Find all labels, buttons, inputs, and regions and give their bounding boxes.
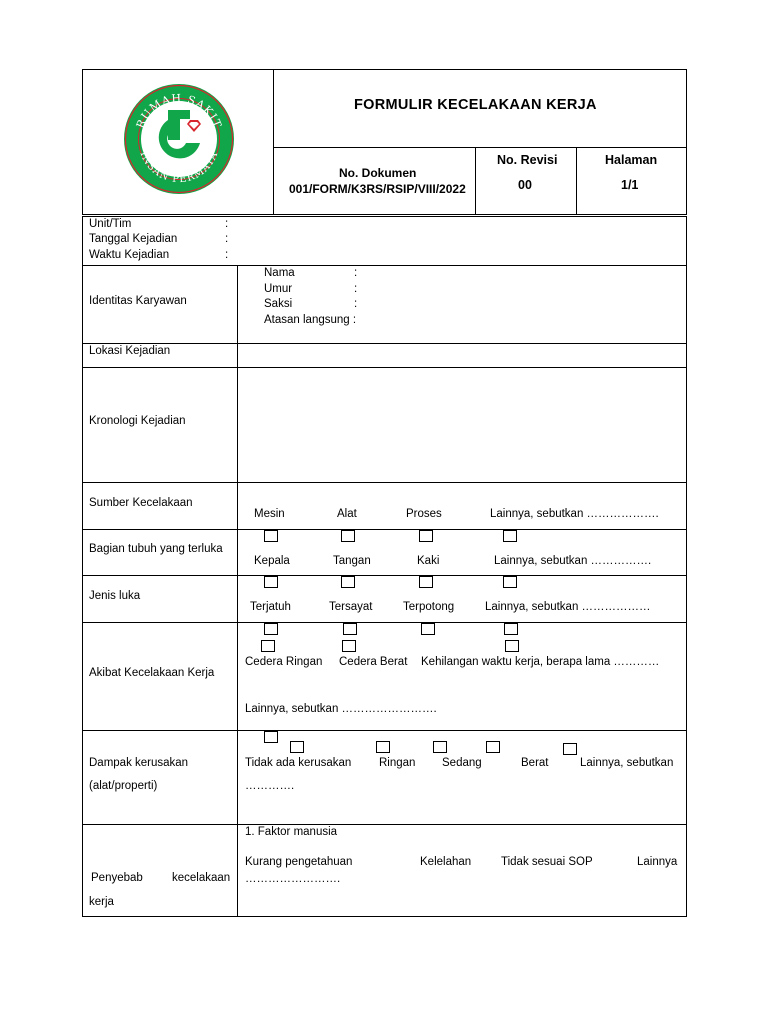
- jenis-option: Tersayat: [329, 601, 373, 613]
- dampak-checkbox[interactable]: [486, 741, 500, 753]
- divider: [82, 482, 687, 483]
- divider: [82, 367, 687, 368]
- akibat-option: Cedera Berat: [339, 656, 408, 668]
- bagian-label: Bagian tubuh yang terluka: [89, 543, 223, 555]
- dampak-option: Ringan: [379, 757, 416, 769]
- divider: [273, 69, 274, 215]
- penyebab-option: Kurang pengetahuan: [245, 856, 353, 868]
- revision-value: 00: [518, 178, 532, 192]
- tanggal-colon: :: [225, 233, 229, 245]
- penyebab-option: Tidak sesuai SOP: [501, 856, 593, 868]
- dampak-option: Lainnya, sebutkan: [580, 757, 674, 769]
- bagian-checkbox[interactable]: [503, 576, 517, 588]
- logo-bottom-text: INSAN PERMATA: [137, 149, 221, 186]
- bagian-option: Lainnya, sebutkan …………….: [494, 555, 652, 567]
- jenis-checkbox[interactable]: [264, 623, 278, 635]
- logo-top-text: RUMAH SAKIT: [133, 91, 225, 131]
- penyebab-option: Kelelahan: [420, 856, 472, 868]
- faktor-manusia: 1. Faktor manusia: [245, 826, 338, 838]
- sumber-label: Sumber Kecelakaan: [89, 497, 193, 509]
- bagian-option: Kepala: [254, 555, 290, 567]
- divider: [237, 265, 238, 917]
- akibat-checkbox[interactable]: [264, 731, 278, 743]
- revision-label: No. Revisi: [497, 153, 558, 167]
- unit-colon: :: [225, 218, 229, 230]
- dampak-label: Dampak kerusakan: [89, 757, 189, 769]
- divider: [82, 575, 687, 576]
- umur-label: Umur: [264, 283, 293, 295]
- sumber-checkbox[interactable]: [503, 530, 517, 542]
- page-value: 1/1: [621, 178, 639, 192]
- hospital-logo: [120, 80, 238, 198]
- saksi-colon: :: [354, 298, 358, 310]
- nama-colon: :: [354, 267, 358, 279]
- dampak-checkbox[interactable]: [376, 741, 390, 753]
- saksi-label: Saksi: [264, 298, 293, 310]
- akibat-checkbox[interactable]: [505, 640, 519, 652]
- kronologi-label: Kronologi Kejadian: [89, 415, 186, 427]
- akibat-other: Lainnya, sebutkan …………………….: [245, 703, 437, 715]
- dampak-option: Tidak ada kerusakan: [245, 757, 352, 769]
- akibat-option: Kehilangan waktu kerja, berapa lama …………: [421, 656, 660, 668]
- penyebab-option: Lainnya: [637, 856, 678, 868]
- divider: [475, 147, 476, 215]
- dampak-checkbox[interactable]: [433, 741, 447, 753]
- sumber-checkbox[interactable]: [419, 530, 433, 542]
- divider: [82, 529, 687, 530]
- penyebab-dots: …………………….: [245, 873, 341, 885]
- sumber-checkbox[interactable]: [341, 530, 355, 542]
- lokasi-label: Lokasi Kejadian: [89, 345, 171, 357]
- sumber-checkbox[interactable]: [264, 530, 278, 542]
- sumber-option: Lainnya, sebutkan ……………….: [490, 508, 659, 520]
- atasan-label: Atasan langsung :: [264, 314, 357, 326]
- bagian-option: Kaki: [417, 555, 440, 567]
- akibat-option: Cedera Ringan: [245, 656, 323, 668]
- jenis-checkbox[interactable]: [421, 623, 435, 635]
- sumber-option: Alat: [337, 508, 357, 520]
- tanggal-label: Tanggal Kejadian: [89, 233, 178, 245]
- jenis-checkbox[interactable]: [343, 623, 357, 635]
- divider: [273, 147, 687, 148]
- jenis-checkbox[interactable]: [504, 623, 518, 635]
- sumber-option: Proses: [406, 508, 442, 520]
- doc-number-label: No. Dokumen: [339, 166, 417, 180]
- bagian-option: Tangan: [333, 555, 371, 567]
- dampak-label-sub: (alat/properti): [89, 780, 158, 792]
- identitas-label: Identitas Karyawan: [89, 295, 187, 307]
- unit-label: Unit/Tim: [89, 218, 132, 230]
- akibat-checkbox[interactable]: [342, 640, 356, 652]
- penyebab-label: kecelakaan: [172, 872, 231, 884]
- bagian-checkbox[interactable]: [419, 576, 433, 588]
- jenis-option: Terpotong: [403, 601, 455, 613]
- waktu-label: Waktu Kejadian: [89, 249, 170, 261]
- divider: [82, 824, 687, 825]
- form-title: FORMULIR KECELAKAAN KERJA: [354, 97, 597, 113]
- akibat-checkbox[interactable]: [261, 640, 275, 652]
- waktu-colon: :: [225, 249, 229, 261]
- jenis-option: Lainnya, sebutkan ………………: [485, 601, 651, 613]
- dampak-checkbox[interactable]: [290, 741, 304, 753]
- bagian-checkbox[interactable]: [341, 576, 355, 588]
- jenis-option: Terjatuh: [250, 601, 291, 613]
- divider: [576, 147, 577, 215]
- divider: [82, 343, 687, 344]
- umur-colon: :: [354, 283, 358, 295]
- sumber-option: Mesin: [254, 508, 285, 520]
- doc-number-value: 001/FORM/K3RS/RSIP/VIII/2022: [289, 182, 466, 196]
- divider: [82, 730, 687, 731]
- dampak-dots: ………….: [245, 780, 295, 792]
- dampak-checkbox[interactable]: [563, 743, 577, 755]
- penyebab-label: kerja: [89, 896, 114, 908]
- penyebab-label: Penyebab: [91, 872, 143, 884]
- bagian-checkbox[interactable]: [264, 576, 278, 588]
- dampak-option: Berat: [521, 757, 549, 769]
- divider: [82, 265, 687, 266]
- nama-label: Nama: [264, 267, 295, 279]
- akibat-label: Akibat Kecelakaan Kerja: [89, 667, 215, 679]
- dampak-option: Sedang: [442, 757, 482, 769]
- jenis-label: Jenis luka: [89, 590, 141, 602]
- page-label: Halaman: [605, 153, 658, 167]
- divider: [82, 622, 687, 623]
